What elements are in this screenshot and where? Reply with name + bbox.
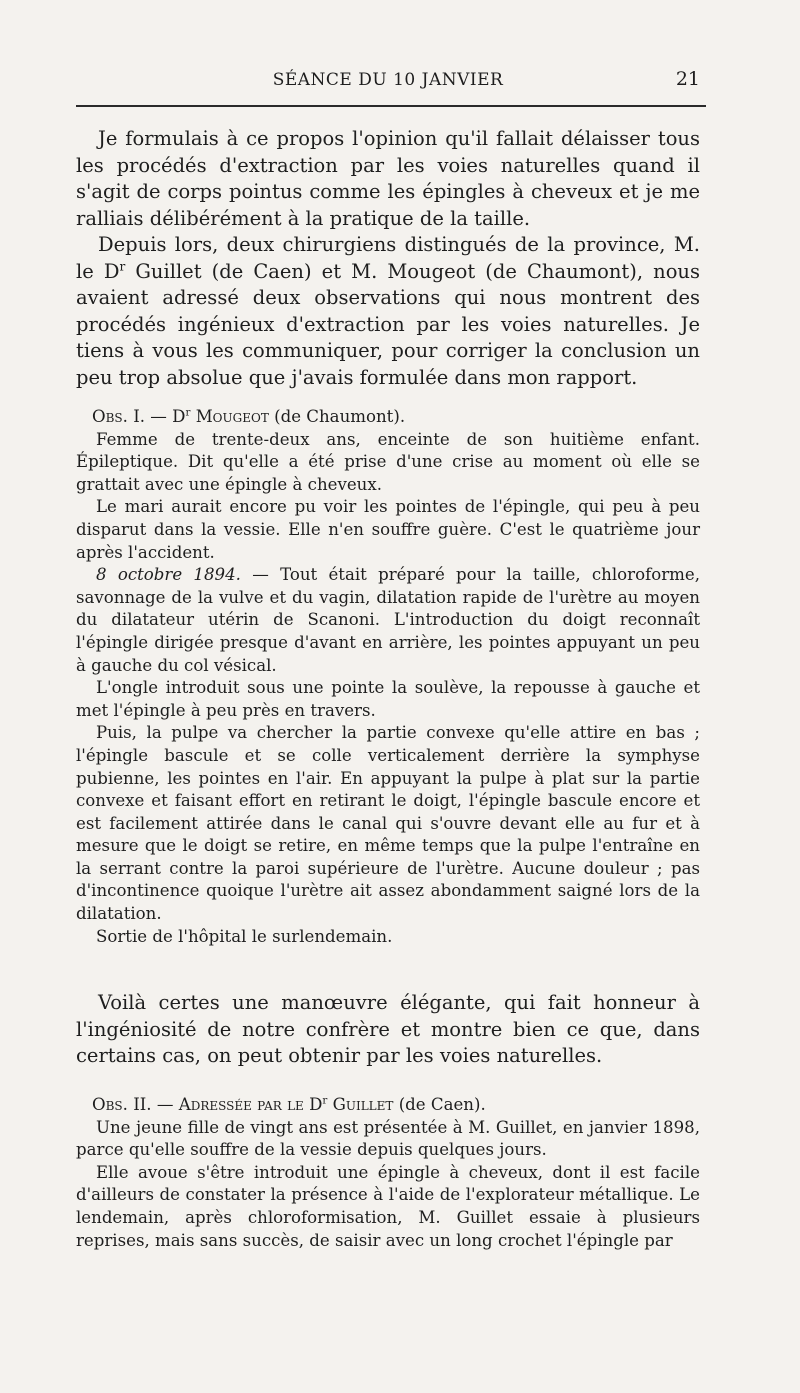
intro-paragraph-1: Je formulais à ce propos l'opinion qu'il fallait délaisser tous les procédés d'extraction par les voies naturelles quand il s'agit de corps pointus comme les épingles à cheveux et je me ralliais délibérément à la pratique de la taille.: [76, 127, 700, 230]
observation-1: [76, 406, 700, 948]
obs1-paragraph-3: L'ongle introduit sous une pointe la soulève, la repousse à gauche et met l'épingle à peu près en travers.: [76, 678, 700, 720]
obs1-heading: Obs. I. — $D^r$ Mougeot (de Chaumont).: [92, 406, 406, 426]
intro-paragraph-2: Depuis lors, deux chirurgiens distingués de la province, M. le $D^r$ Guillet (de Caen) et M. Mougeot (de Chaumont), nous avaient adressé deux observations qui nous montrent des procédés ingénieux d'extraction par les voies naturelles. Je tiens à vous les communiquer, pour corriger la conclusion un peu trop absolue que j'avais formulée dans mon rapport.: [76, 233, 700, 389]
middle-paragraph: Voilà certes une manœuvre élégante, qui fait honneur à l'ingéniosité de notre confrère et montre bien ce que, dans certains cas, on peut obtenir par les voies naturelles.: [76, 991, 700, 1067]
observation-2: [76, 1094, 700, 1252]
running-header: [76, 70, 700, 102]
middle-section: [76, 990, 700, 1070]
obs2-heading: Obs. II. — Adressée par le $D^r$ Guillet (de Caen).: [92, 1094, 486, 1114]
obs1-paragraph-1: Femme de trente-deux ans, enceinte de son huitième enfant. Épileptique. Dit qu'elle a été prise d'une crise au moment où elle se grattait avec une épingle à cheveux.: [76, 429, 700, 494]
obs1-paragraph-5: Sortie de l'hôpital le surlendemain.: [96, 926, 393, 946]
obs1-paragraph-dated: 8 octobre 1894. — Tout était préparé pour la taille, chloroforme, savonnage de la vulve et du vagin, dilatation rapide de l'urètre au moyen du dilatateur utérin de Scanoni. L'introduction du doigt reconnaît l'épingle dirigée presque d'avant en arrière, les pointes appuyant un peu à gauche du col vésical.: [76, 565, 700, 675]
page-number: 21: [675, 68, 700, 90]
obs1-paragraph-4: Puis, la pulpe va chercher la partie convexe qu'elle attire en bas ; l'épingle bascule et se colle verticalement derrière la symphyse pubienne, les pointes en l'air. En appuyant la pulpe à plat sur la partie convexe et faisant effort en retirant le doigt, l'épingle bascule encore et est facilement attirée dans le canal qui s'ouvre devant elle au fur et à mesure que le doigt se retire, en même temps que la pulpe l'entraîne en la serrant contre la paroi supérieure de l'urètre. Aucune douleur ; pas d'incontinence quoique l'urètre ait assez abondamment saigné lors de la dilatation.: [76, 723, 700, 924]
header-rule: [76, 105, 706, 107]
obs2-paragraph-1: Une jeune fille de vingt ans est présentée à M. Guillet, en janvier 1898, parce qu'elle souffre de la vessie depuis quelques jours.: [76, 1117, 700, 1160]
obs2-paragraph-2: Elle avoue s'être introduit une épingle à cheveux, dont il est facile d'ailleurs de constater la présence à l'aide de l'explorateur métallique. Le lendemain, après chloroformisation, M. Guillet essaie à plusieurs reprises, mais sans succès, de saisir avec un long crochet l'épingle par: [76, 1162, 700, 1250]
obs1-paragraph-2: Le mari aurait encore pu voir les pointes de l'épingle, qui peu à peu disparut dans la vessie. Elle n'en souffre guère. C'est le quatrième jour après l'accident.: [76, 497, 700, 562]
header-title: SÉANCE DU 10 JANVIER: [272, 70, 504, 90]
intro-section: [76, 126, 700, 391]
